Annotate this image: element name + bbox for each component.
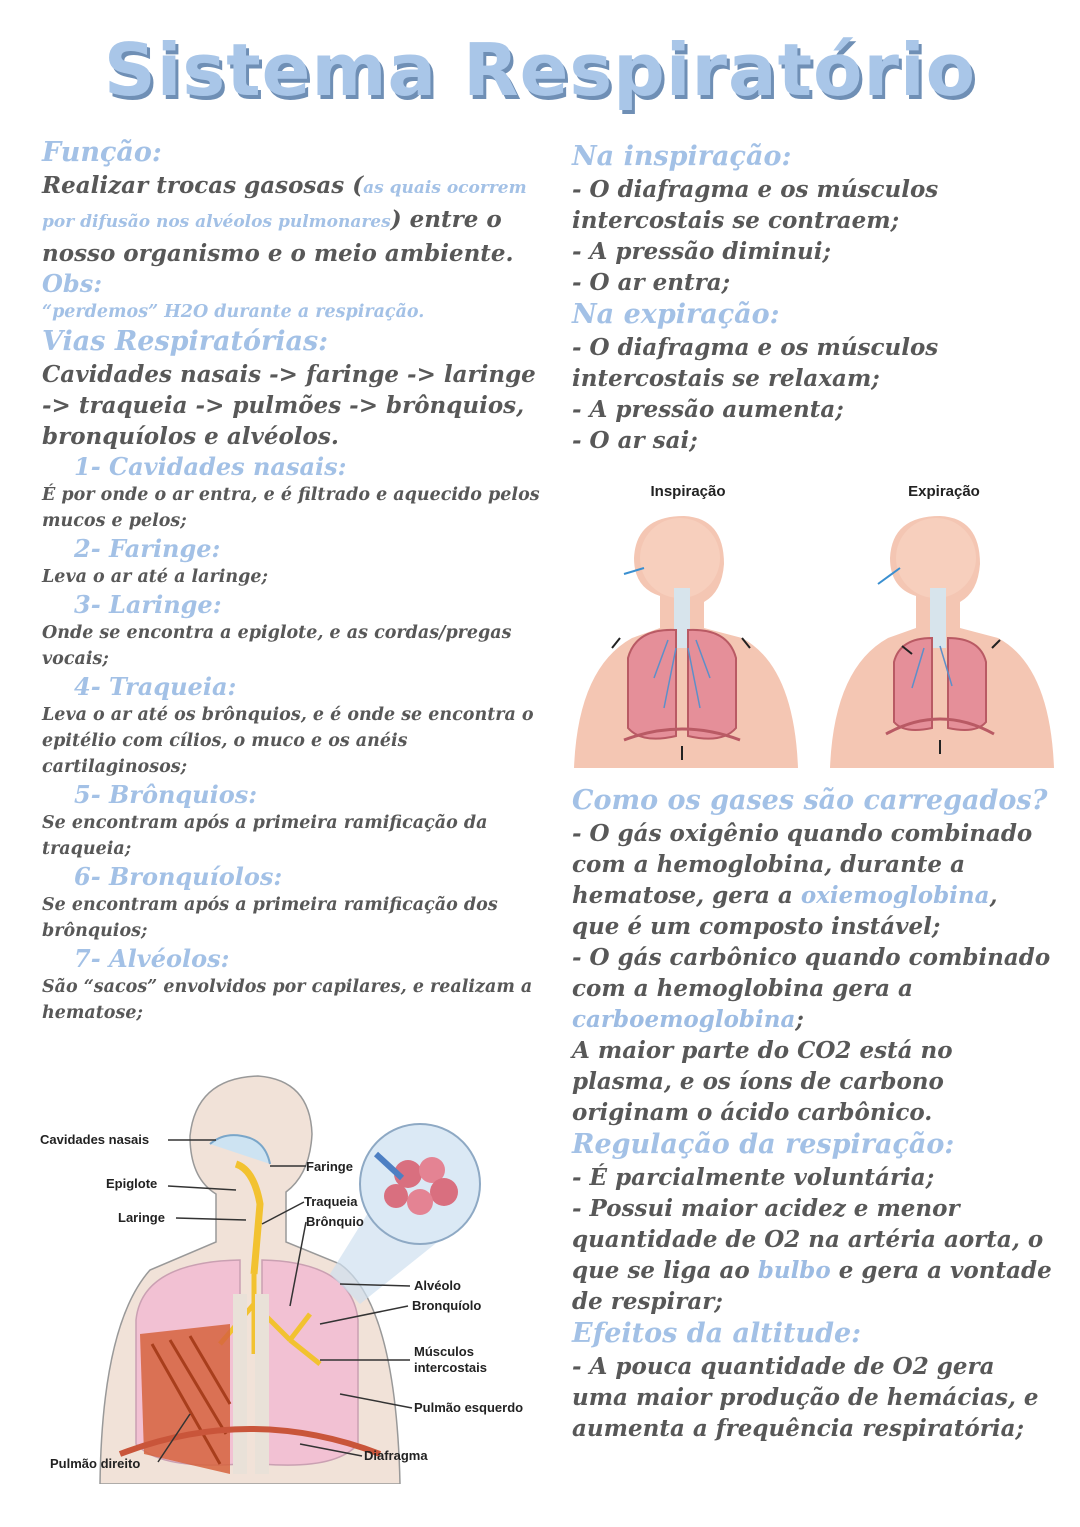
regulacao-line2-a: - Possui maior acidez e menor quantidade de O2 na artéria aorta, o que se liga ao	[572, 1195, 1044, 1284]
item-heading-6: 6- Bronquíolos:	[74, 862, 283, 891]
item-text-1: É por onde o ar entra, e é filtrado e aquecido pelos mucos e pelos;	[42, 485, 540, 531]
right-column-bottom	[572, 784, 1052, 1444]
obs-text: “perdemos” H2O durante a respiração.	[42, 302, 425, 322]
label-pulmao-esquerdo: Pulmão esquerdo	[414, 1400, 524, 1415]
funcao-highlight: as quais ocorrem por difusão nos alvéolos pulmonares	[42, 178, 527, 232]
funcao-text-part2: ) entre o nosso organismo e o meio ambiente.	[42, 206, 514, 267]
right-column-top	[572, 140, 1052, 456]
regulacao-line-1: - É parcialmente voluntária;	[572, 1164, 935, 1191]
inspiracao-line-2: - A pressão diminui;	[572, 238, 831, 265]
vias-text: Cavidades nasais -> faringe -> laringe -> traqueia -> pulmões -> brônquios, bronquíolos e alvéolos.	[42, 361, 536, 450]
page-title: Sistema Respiratório	[103, 28, 977, 112]
label-bronquio: Brônquio	[306, 1214, 364, 1229]
item-text-4: Leva o ar até os brônquios, e é onde se encontra o epitélio com cílios, o muco e os anéis cartilaginosos;	[42, 705, 534, 777]
gases-p1-a: - O gás oxigênio quando combinado com a hemoglobina, durante a hematose, gera a	[572, 820, 1033, 909]
torso-expiracao	[830, 516, 1054, 768]
label-cavidades-nasais: Cavidades nasais	[40, 1132, 150, 1147]
vias-heading: Vias Respiratórias:	[42, 326, 329, 357]
expiracao-heading: Na expiração:	[572, 299, 780, 330]
label-pulmao-direito: Pulmão direito	[50, 1456, 141, 1471]
breathing-diagram	[572, 478, 1070, 768]
gases-heading: Como os gases são carregados?	[572, 785, 1048, 816]
label-alveolo: Alvéolo	[414, 1278, 461, 1293]
label-laringe: Laringe	[118, 1210, 165, 1225]
gases-paragraph-2	[572, 942, 1052, 1035]
funcao-heading: Função:	[42, 137, 162, 168]
label-traqueia: Traqueia	[304, 1194, 358, 1209]
inspiracao-line-3: - O ar entra;	[572, 269, 731, 296]
item-text-3: Onde se encontra a epiglote, e as cordas/pregas vocais;	[42, 623, 512, 669]
label-expiracao: Expiração	[908, 483, 980, 500]
obs-heading: Obs:	[42, 269, 103, 298]
label-diafragma: Diafragma	[364, 1448, 428, 1463]
label-musculos: Músculos	[414, 1344, 474, 1359]
inspiracao-heading: Na inspiração:	[572, 141, 792, 172]
gases-paragraph-1	[572, 818, 1052, 942]
item-heading-2: 2- Faringe:	[74, 534, 221, 563]
gases-p1-b: , que é um composto instável;	[572, 882, 998, 940]
gases-p2-a: - O gás carbônico quando combinado com a hemoglobina gera a	[572, 944, 1051, 1002]
torso-inspiracao	[574, 516, 798, 768]
oxiemoglobina-term: oxiemoglobina	[800, 882, 990, 909]
item-text-5: Se encontram após a primeira ramificação da traqueia;	[42, 813, 488, 859]
regulacao-line-2	[572, 1193, 1052, 1317]
item-text-6: Se encontram após a primeira ramificação dos brônquios;	[42, 895, 498, 941]
gases-p2-b: ;	[795, 1006, 804, 1033]
altitude-text: - A pouca quantidade de O2 gera uma maior produção de hemácias, e aumenta a frequência respiratória;	[572, 1353, 1039, 1442]
item-text-7: São “sacos” envolvidos por capilares, e realizam a hematose;	[42, 977, 533, 1023]
label-intercostais: intercostais	[414, 1360, 487, 1375]
altitude-heading: Efeitos da altitude:	[572, 1318, 862, 1349]
item-heading-1: 1- Cavidades nasais:	[74, 452, 347, 481]
regulacao-line2-b: e gera a vontade de respirar;	[572, 1257, 1052, 1315]
label-inspiracao: Inspiração	[650, 483, 726, 500]
gases-paragraph-3: A maior parte do CO2 está no plasma, e os íons de carbono originam o ácido carbônico.	[572, 1037, 953, 1126]
item-heading-4: 4- Traqueia:	[74, 672, 237, 701]
funcao-text-part1: Realizar trocas gasosas (	[42, 172, 364, 199]
item-text-2: Leva o ar até a laringe;	[42, 567, 268, 587]
expiracao-line-2: - A pressão aumenta;	[572, 396, 844, 423]
expiracao-line-3: - O ar sai;	[572, 427, 698, 454]
expiracao-line-1: - O diafragma e os músculos intercostais se relaxam;	[572, 334, 939, 392]
label-epiglote: Epiglote	[106, 1176, 158, 1191]
carboemoglobina-term: carboemoglobina	[572, 1006, 796, 1033]
item-heading-5: 5- Brônquios:	[74, 780, 258, 809]
bulbo-term: bulbo	[757, 1257, 831, 1284]
left-column	[42, 136, 542, 1026]
item-heading-7: 7- Alvéolos:	[74, 944, 230, 973]
inspiracao-line-1: - O diafragma e os músculos intercostais se contraem;	[572, 176, 939, 234]
anatomy-diagram	[40, 1074, 550, 1484]
label-faringe: Faringe	[306, 1159, 353, 1174]
label-bronquiolo: Bronquíolo	[412, 1298, 482, 1313]
item-heading-3: 3- Laringe:	[74, 590, 222, 619]
regulacao-heading: Regulação da respiração:	[572, 1129, 955, 1160]
funcao-text	[42, 170, 542, 269]
